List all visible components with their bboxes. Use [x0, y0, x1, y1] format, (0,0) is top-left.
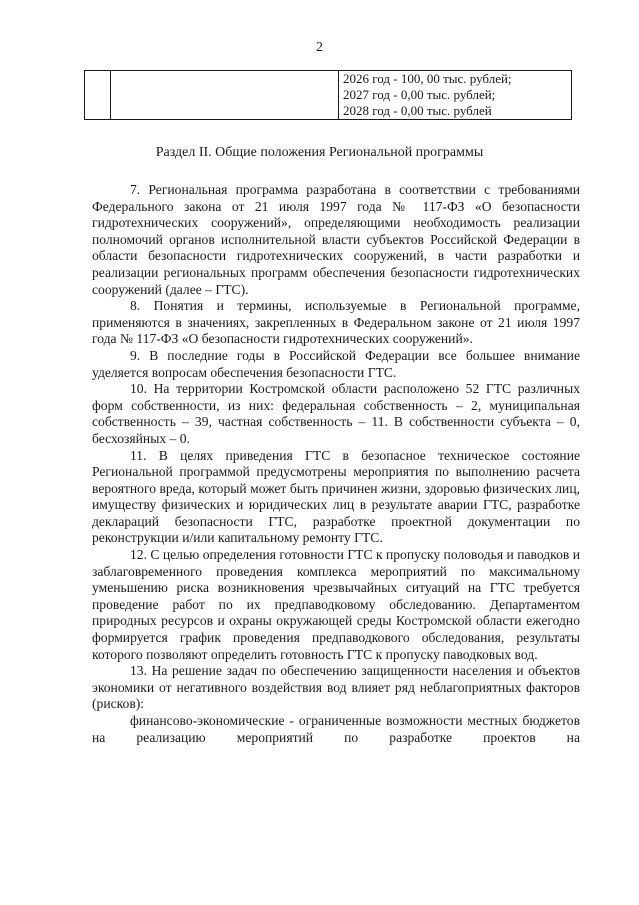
document-body: [92, 182, 580, 746]
funding-line-2028: 2028 год - 0,00 тыс. рублей: [343, 103, 492, 118]
section-title: Раздел II. Общие положения Региональной программы: [155, 145, 484, 160]
paragraph-7: 7. Региональная программа разработана в соответствии с требованиями Федерального закона от 21 июля 1997 года № 117-ФЗ «О безопасности гидротехнических сооружений», определяющими необходимость реализации полномочий органов исполнительной власти субъектов Российской Федерации в области безопасности гидротехнических сооружений, в части разработки и реализации региональных программ обеспечения безопасности гидротехнических сооружений (далее – ГТС).: [92, 182, 580, 297]
paragraph-12: 12. С целью определения готовности ГТС к пропуску половодья и паводков и заблаговременного проведения комплекса мероприятий по максимальному уменьшению риска возникновения чрезвычайных ситуаций на ГТС требуется проведение работ по их предпаводковому обследованию. Департаментом природных ресурсов и охраны окружающей среды Костромской области ежегодно формируется график проведения предпаводкового обследования, результаты которого позволяют определить готовность ГТС к пропуску паводковых вод.: [92, 547, 580, 662]
paragraph-8: 8. Понятия и термины, используемые в Региональной программе, применяются в значениях, закрепленных в Федеральном законе от 21 июля 1997 года № 117-ФЗ «О безопасности гидротехнических сооружений».: [92, 298, 580, 347]
paragraph-13: 13. На решение задач по обеспечению защищенности населения и объектов экономики от негативного воздействия вод влияет ряд неблагоприятных факторов (рисков):: [92, 663, 580, 712]
paragraph-11: 11. В целях приведения ГТС в безопасное техническое состояние Региональной программой предусмотрены мероприятия по выполнению расчета вероятного вреда, который может быть причинен жизни, здоровью физических лиц, имуществу физических и юридических лиц в результате аварии ГТС, разработке деклараций безопасности ГТС, разработке проектной документации по реконструкции и/или капитальному ремонту ГТС.: [92, 447, 580, 546]
table-cell-number: [85, 71, 111, 120]
paragraph-9: 9. В последние годы в Российской Федерации все большее внимание уделяется вопросам обеспечения безопасности ГТС.: [92, 347, 580, 380]
table-cell-funding: [339, 71, 572, 120]
table-cell-label: [111, 71, 339, 120]
funding-line-2027: 2027 год - 0,00 тыс. рублей;: [343, 87, 496, 102]
funding-line-2026: 2026 год - 100, 00 тыс. рублей;: [343, 71, 512, 86]
budget-table: [84, 70, 572, 120]
page-number: 2: [316, 40, 323, 55]
paragraph-10: 10. На территории Костромской области расположено 52 ГТС различных форм собственности, из них: федеральная собственность – 2, муниципальная собственность – 39, частная собственность – 11. В собственности субъекта – 0, бесхозяйных – 0.: [92, 381, 580, 446]
table-row: [85, 71, 572, 120]
paragraph-financial-risks: финансово-экономические - ограниченные возможности местных бюджетов на реализацию мероприятий по разработке проектов на: [92, 713, 580, 745]
